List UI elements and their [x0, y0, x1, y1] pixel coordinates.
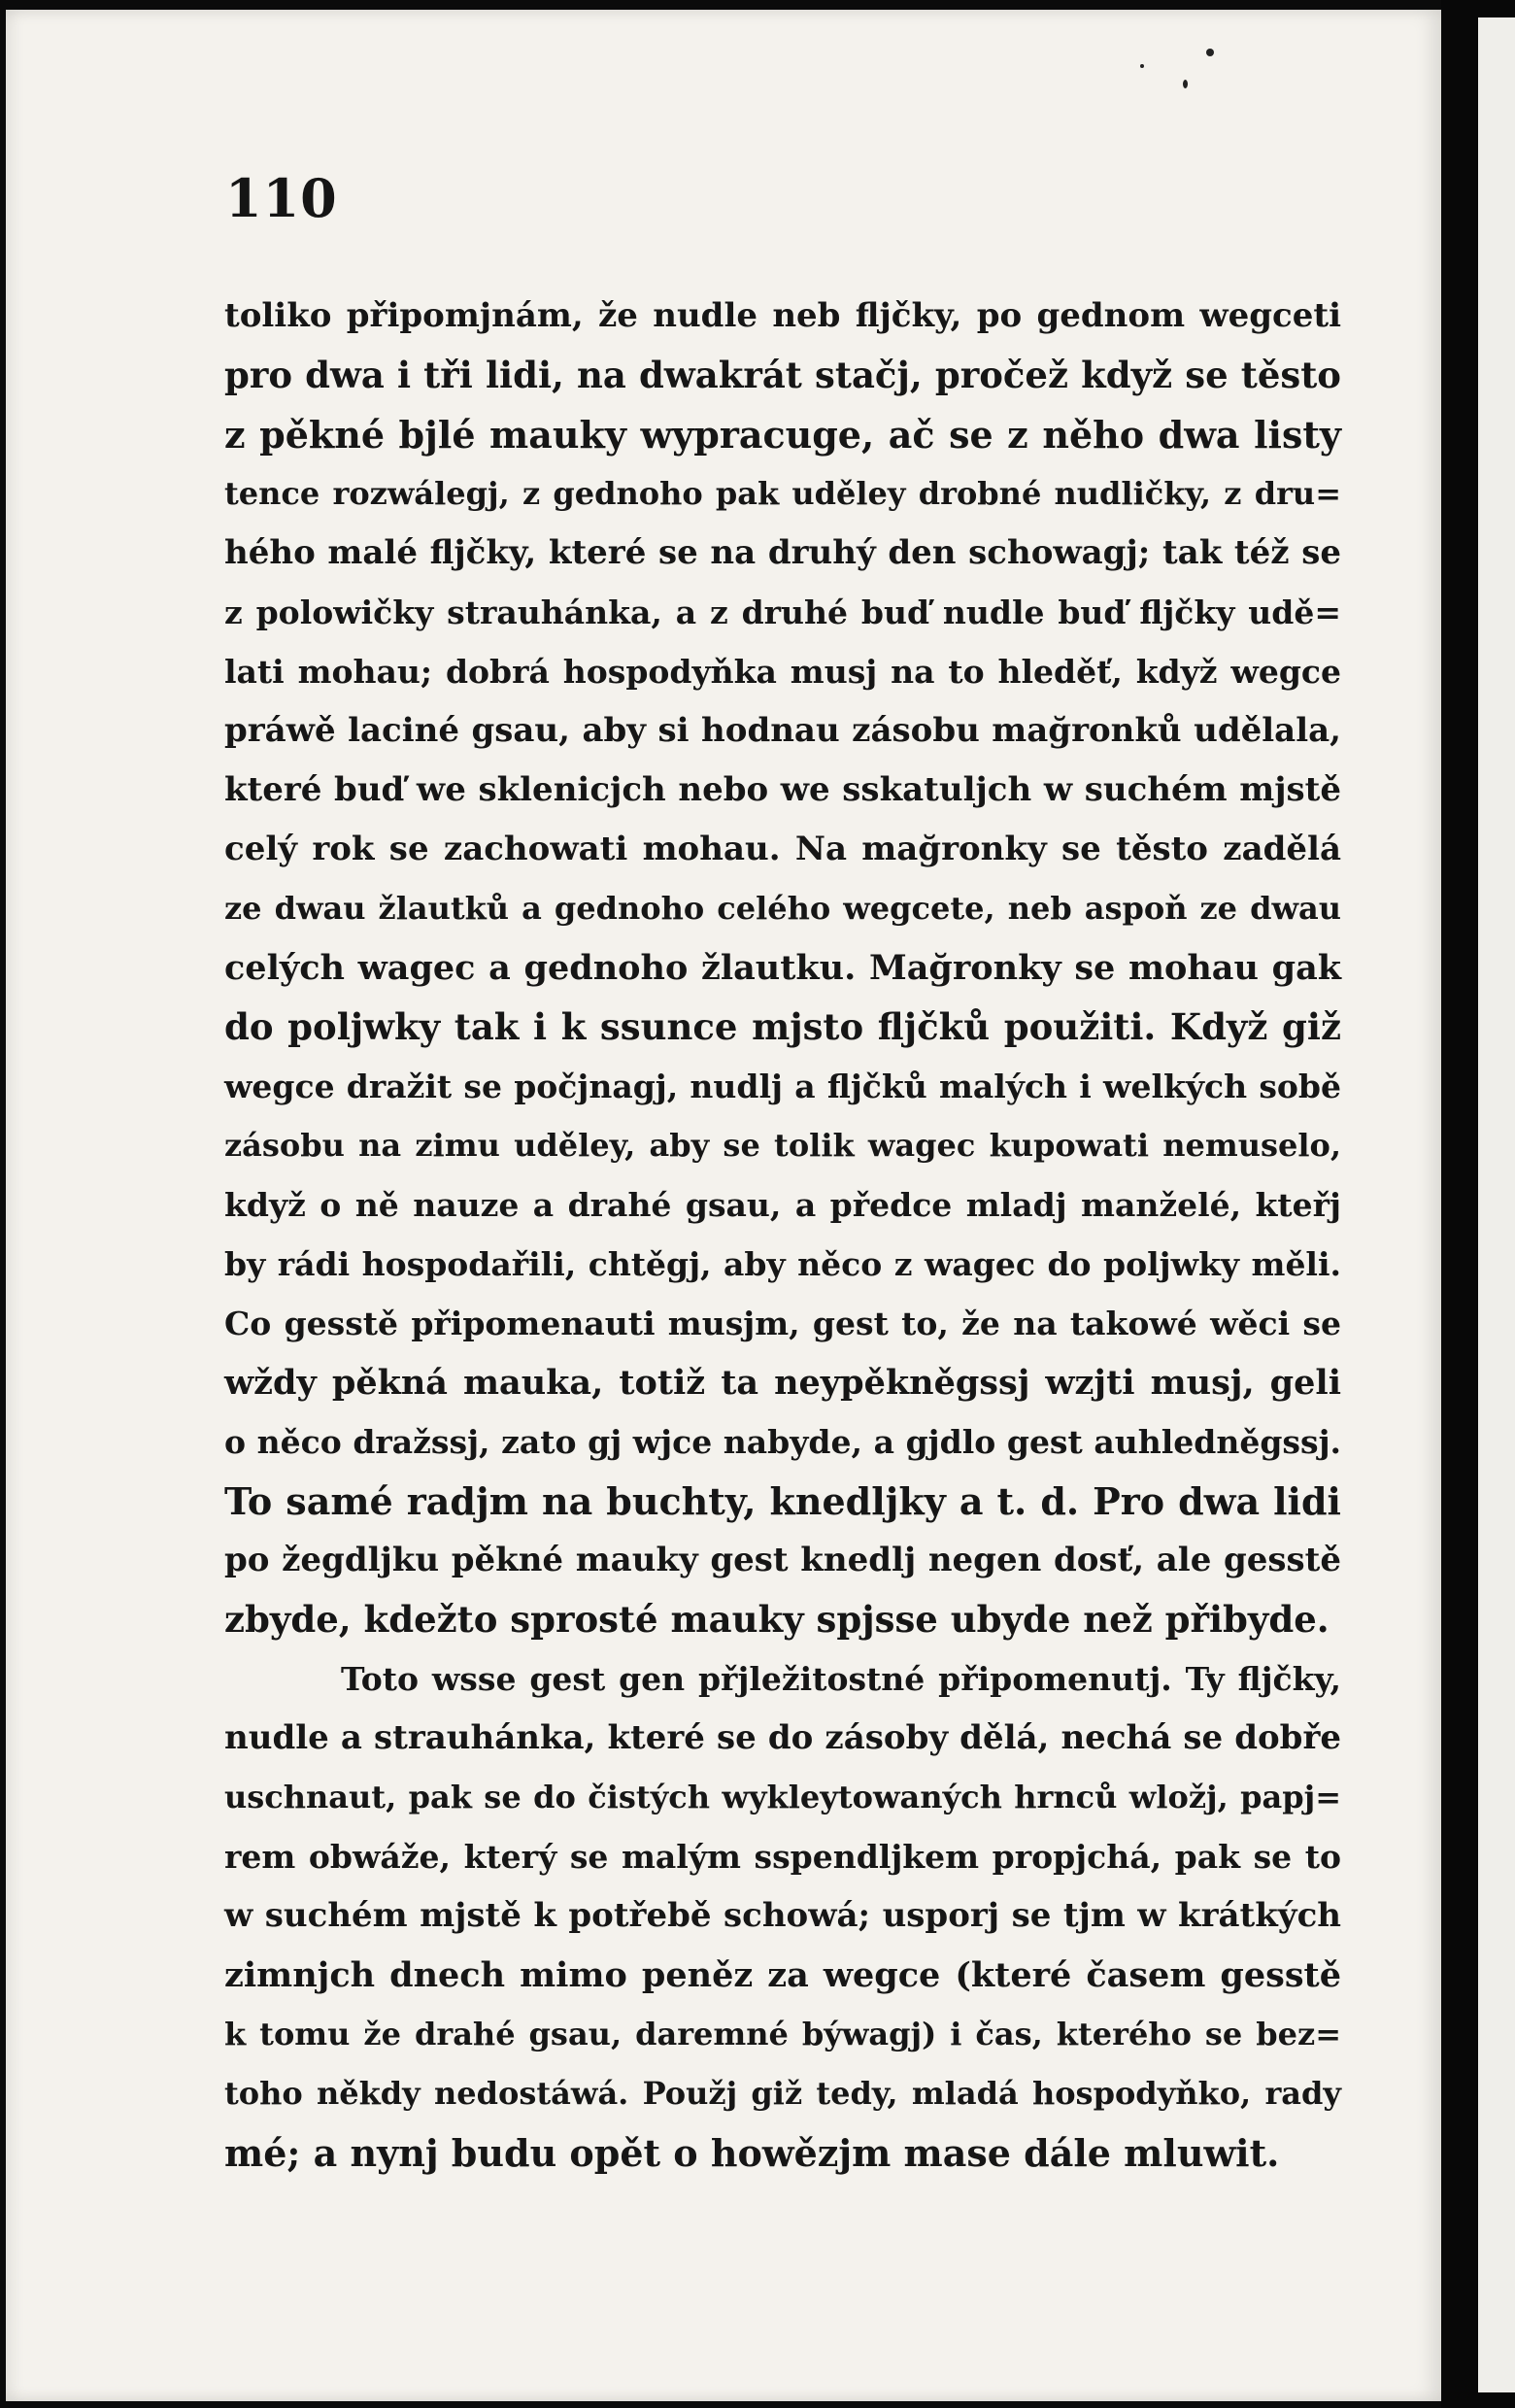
text-line: z polowičky strauhánka, a z druhé buď nudle buď fljčky udě= — [224, 594, 1341, 631]
text-line: wždy pěkná mauka, totiž ta neypěkněgssj wzjti musj, geli — [224, 1363, 1341, 1403]
page-number: 110 — [225, 167, 338, 229]
text-line: o něco dražssj, zato gj wjce nabyde, a gjdlo gest auhledněgssj. — [224, 1423, 1341, 1461]
text-line: hého malé fljčky, které se na druhý den schowagj; tak též se — [224, 533, 1341, 572]
text-line: do poljwky tak i k ssunce mjsto fljčků použiti. Když giž — [224, 1005, 1341, 1048]
text-line: zbyde, kdežto sprosté mauky spjsse ubyde než přibyde. — [224, 1598, 1330, 1641]
text-line: toho někdy nedostáwá. Použj giž tedy, mladá hospodyňko, rady — [224, 2075, 1341, 2112]
text-line: lati mohau; dobrá hospodyňka musj na to hleděť, když wegce — [224, 653, 1341, 691]
text-line: které buď we sklenicjch nebo we sskatuljch w suchém mjstě — [224, 770, 1341, 809]
text-line: zimnjch dnech mimo peněz za wegce (které časem gesstě — [224, 1955, 1341, 1995]
ink-speck — [1183, 80, 1188, 88]
text-line: nudle a strauhánka, které se do zásoby dělá, nechá se dobře — [224, 1718, 1341, 1757]
text-line: pro dwa i tři lidi, na dwakrát stačj, pročež když se těsto — [224, 354, 1341, 396]
text-line: po žegdljku pěkné mauky gest knedlj negen dosť, ale gesstě — [224, 1541, 1341, 1579]
text-line: mé; a nynj budu opět o howězjm mase dále mluwit. — [224, 2131, 1280, 2175]
adjacent-page-edge — [1478, 17, 1515, 2392]
text-line: by rádi hospodařili, chtěgj, aby něco z wagec do poljwky měli. — [224, 1245, 1341, 1283]
text-line: Toto wsse gest gen přjležitostné připomenutj. Ty fljčky, — [341, 1660, 1341, 1698]
text-line: tence rozwálegj, z gednoho pak uděley drobné nudličky, z dru= — [224, 475, 1341, 512]
text-line: ze dwau žlautků a gednoho celého wegcete, neb aspoň ze dwau — [224, 890, 1341, 927]
book-page — [6, 10, 1441, 2401]
text-line: celých wagec a gednoho žlautku. Mağronky se mohau gak — [224, 948, 1341, 988]
text-line: w suchém mjstě k potřebě schowá; usporj se tjm w krátkých — [224, 1896, 1341, 1935]
text-line: když o ně nauze a drahé gsau, a předce mladj manželé, kteřj — [224, 1186, 1341, 1224]
text-line: práwě laciné gsau, aby si hodnau zásobu mağronků udělala, — [224, 711, 1341, 750]
text-line: rem obwáže, který se malým sspendljkem propjchá, pak se to — [224, 1838, 1341, 1876]
ink-speck — [1140, 64, 1144, 68]
text-line: zásobu na zimu uděley, aby se tolik wagec kupowati nemuselo, — [224, 1127, 1341, 1164]
text-line: z pěkné bjlé mauky wypracuge, ač se z něho dwa listy — [224, 413, 1341, 457]
text-line: wegce dražit se počjnagj, nudlj a fljčků malých i welkých sobě — [224, 1068, 1341, 1105]
text-line: Co gesstě připomenauti musjm, gest to, že na takowé wěci se — [224, 1305, 1341, 1342]
text-line: To samé radjm na buchty, knedljky a t. d. Pro dwa lidi — [224, 1479, 1341, 1523]
body-text — [224, 287, 1341, 2183]
ink-speck — [1206, 49, 1214, 56]
text-line: uschnaut, pak se do čistých wykleytowaných hrnců wložj, papj= — [224, 1779, 1341, 1815]
text-line: toliko připomjnám, že nudle neb fljčky, po gednom wegceti — [224, 296, 1341, 335]
text-line: celý rok se zachowati mohau. Na mağronky se těsto zadělá — [224, 830, 1341, 868]
text-line: k tomu že drahé gsau, daremné býwagj) i čas, kterého se bez= — [224, 2016, 1341, 2052]
